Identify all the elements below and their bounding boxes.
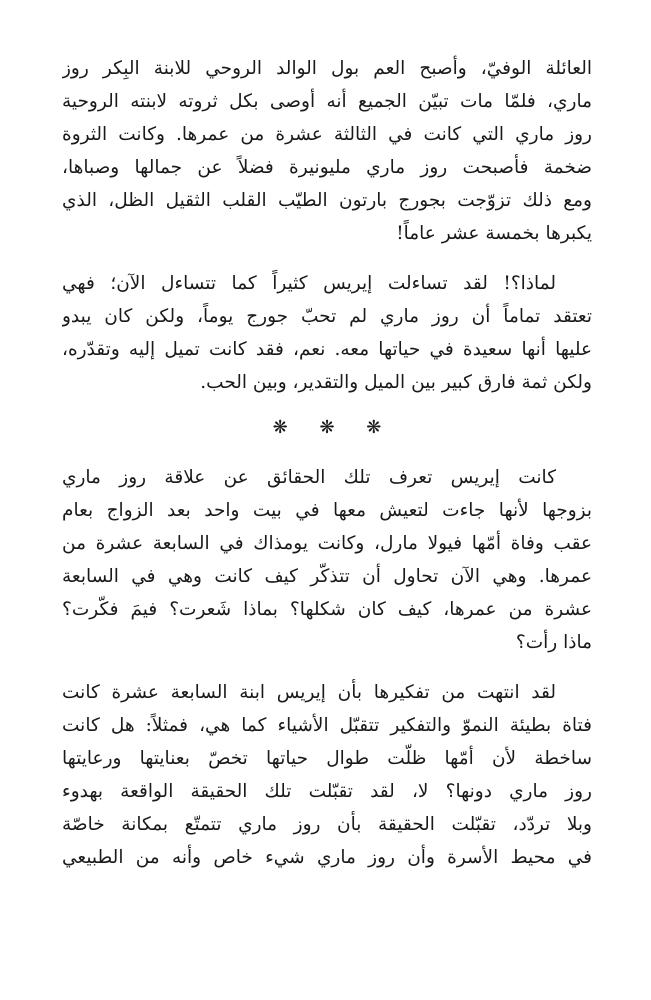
text-line: بزوجها لأنها جاءت لتعيش معها في بيت واحد بعد الزواج بعام: [62, 500, 592, 521]
text-line: عشرة من عمرها، كيف كان شكلها؟ بماذا شَعرت؟ فيمَ فكّرت؟: [62, 599, 592, 620]
paragraph-1: [62, 52, 592, 250]
text-line: ضخمة فأصبحت روز ماري مليونيرة فضلاً عن جمالها وصباها،: [62, 157, 592, 178]
paragraph-gap: [62, 250, 592, 267]
text-line: تعتقد تماماً أن روز ماري لم تحبّ جورج يوماً، ولكن كان يبدو: [62, 306, 592, 327]
text-line: كانت إيريس تعرف تلك الحقائق عن علاقة روز ماري: [62, 467, 556, 488]
text-line: روز ماري التي كانت في الثالثة عشرة من عمرها. وكانت الثروة: [62, 124, 592, 145]
section-separator: [62, 407, 592, 449]
text-line: يكبرها بخمسة عشر عاماً!: [396, 223, 592, 244]
text-line: ساخطة لأن أمّها ظلّت طوال حياتها تخصّ بعنايتها ورعايتها: [62, 748, 592, 769]
text-line: لماذا؟! لقد تساءلت إيريس كثيراً كما تتساءل الآن؛ فهي: [62, 273, 556, 294]
book-page: [62, 52, 592, 874]
ornament-asterisk-icon: ❋: [366, 417, 382, 438]
text-line: عليها أنها سعيدة في حياتها معه. نعم، فقد كانت تميل إليه وتقدّره،: [62, 339, 592, 360]
text-line: لقد انتهت من تفكيرها بأن إيريس ابنة السابعة عشرة كانت: [62, 682, 556, 703]
text-line: فتاة بطيئة النموّ والتفكير تتقبّل الأشياء كما هي، فمثلاً: هل كانت: [62, 715, 592, 736]
text-line: روز ماري دونها؟ لا، لقد تقبّلت تلك الحقيقة الواقعة بهدوء: [62, 781, 592, 802]
paragraph-2: [62, 267, 592, 399]
text-line: في محيط الأسرة وأن روز ماري شيء خاص وأنه من الطبيعي: [62, 847, 592, 868]
text-line: ومع ذلك تزوّجت بجورج بارتون الطيّب القلب الثقيل الظل، الذي: [62, 190, 592, 211]
text-line: ماري، فلمّا مات تبيّن الجميع أنه أوصى بكل ثروته لابنته الروحية: [62, 91, 592, 112]
ornament-asterisk-icon: ❋: [272, 417, 288, 438]
text-line: العائلة الوفيّ، وأصبح العم بول الوالد الروحي للابنة البِكر روز: [62, 58, 592, 79]
text-line: عمرها. وهي الآن تحاول أن تتذكّر كيف كانت وهي في السابعة: [62, 566, 592, 587]
text-line: ولكن ثمة فارق كبير بين الميل والتقدير، وبين الحب.: [200, 372, 592, 393]
paragraph-gap: [62, 659, 592, 676]
text-line: وبلا تردّد، تقبّلت الحقيقة بأن روز ماري تتمتّع بمكانة خاصّة: [62, 814, 592, 835]
text-line: ماذا رأت؟: [515, 632, 592, 653]
paragraph-3: [62, 461, 592, 659]
paragraph-4: [62, 676, 592, 874]
text-line: عقب وفاة أمّها فيولا مارل، وكانت يومذاك في السابعة عشرة من: [62, 533, 592, 554]
ornament-asterisk-icon: ❋: [319, 417, 335, 438]
